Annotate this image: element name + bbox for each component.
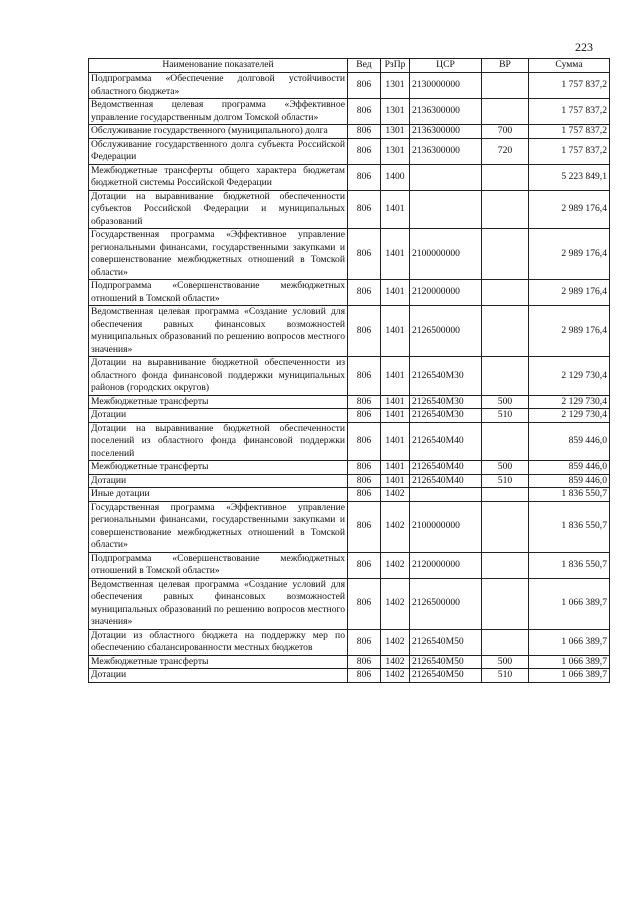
cell-csr: 2136300000 [410,99,482,125]
cell-ved: 806 [348,488,381,502]
cell-sum: 2 129 730,4 [529,395,610,409]
cell-sum: 2 129 730,4 [529,409,610,423]
cell-ved: 806 [348,357,381,396]
cell-name: Межбюджетные трансферты [89,395,348,409]
budget-table [88,58,610,683]
cell-ved: 806 [348,409,381,423]
cell-ved: 806 [348,501,381,552]
table-row [89,578,610,629]
cell-rzpr: 1401 [381,306,410,357]
cell-rzpr: 1301 [381,73,410,99]
cell-rzpr: 1301 [381,99,410,125]
cell-sum: 859 446,0 [529,422,610,461]
header-rzpr: РзПр [381,59,410,73]
cell-vr [482,488,529,502]
cell-csr [410,488,482,502]
cell-csr: 2126540М50 [410,669,482,683]
cell-sum: 1 757 837,2 [529,125,610,139]
page-number: 223 [575,40,593,54]
cell-ved: 806 [348,474,381,488]
cell-ved: 806 [348,655,381,669]
cell-sum: 1 836 550,7 [529,488,610,502]
cell-sum: 1 836 550,7 [529,552,610,578]
cell-rzpr: 1402 [381,629,410,655]
table-row [89,73,610,99]
header-name: Наименование показателей [89,59,348,73]
cell-csr: 2100000000 [410,501,482,552]
cell-csr: 2100000000 [410,229,482,280]
cell-name: Ведомственная целевая программа «Эффективное управление государственным долгом Томской области» [89,99,348,125]
cell-name: Государственная программа «Эффективное управление региональными финансами, государственными закупками и совершенствование межбюджетных отношений в Томской области» [89,229,348,280]
cell-ved: 806 [348,138,381,164]
cell-vr [482,99,529,125]
cell-csr: 2136300000 [410,138,482,164]
cell-rzpr: 1402 [381,578,410,629]
cell-name: Подпрограмма «Обеспечение долговой устойчивости областного бюджета» [89,73,348,99]
cell-name: Межбюджетные трансферты [89,655,348,669]
cell-vr: 500 [482,395,529,409]
cell-rzpr: 1402 [381,669,410,683]
table-row [89,395,610,409]
cell-name: Дотации на выравнивание бюджетной обеспеченности поселений из областного фонда финансовой поддержки поселений [89,422,348,461]
cell-vr: 720 [482,138,529,164]
cell-csr: 2126540М40 [410,422,482,461]
cell-ved: 806 [348,629,381,655]
cell-rzpr: 1400 [381,164,410,190]
header-ved: Вед [348,59,381,73]
table-body [89,73,610,683]
cell-sum: 1 757 837,2 [529,99,610,125]
cell-csr: 2126540М40 [410,474,482,488]
table-row [89,488,610,502]
cell-rzpr: 1401 [381,357,410,396]
cell-rzpr: 1401 [381,229,410,280]
table-row [89,229,610,280]
cell-sum: 2 989 176,4 [529,190,610,229]
cell-rzpr: 1301 [381,125,410,139]
cell-csr: 2120000000 [410,552,482,578]
cell-vr [482,229,529,280]
cell-rzpr: 1401 [381,280,410,306]
cell-rzpr: 1401 [381,409,410,423]
cell-vr [482,306,529,357]
cell-rzpr: 1402 [381,488,410,502]
cell-csr: 2126540М50 [410,655,482,669]
cell-sum: 2 989 176,4 [529,306,610,357]
cell-csr: 2126540М30 [410,395,482,409]
cell-rzpr: 1401 [381,461,410,475]
cell-ved: 806 [348,461,381,475]
cell-csr: 2126540М30 [410,409,482,423]
cell-sum: 2 989 176,4 [529,280,610,306]
table-header-row [89,59,610,73]
cell-rzpr: 1402 [381,501,410,552]
cell-ved: 806 [348,422,381,461]
cell-rzpr: 1402 [381,552,410,578]
cell-sum: 5 223 849,1 [529,164,610,190]
cell-vr [482,629,529,655]
cell-vr [482,190,529,229]
cell-name: Подпрограмма «Совершенствование межбюджетных отношений в Томской области» [89,552,348,578]
header-csr: ЦСР [410,59,482,73]
table-row [89,138,610,164]
cell-sum: 1 757 837,2 [529,138,610,164]
cell-rzpr: 1301 [381,138,410,164]
cell-sum: 1 066 389,7 [529,669,610,683]
table-row [89,190,610,229]
cell-rzpr: 1401 [381,395,410,409]
cell-csr: 2126540М40 [410,461,482,475]
cell-name: Иные дотации [89,488,348,502]
cell-vr: 500 [482,461,529,475]
cell-vr [482,578,529,629]
cell-name: Ведомственная целевая программа «Создание условий для обеспечения равных финансовых возможностей муниципальных образований по решению вопросов местного значения» [89,306,348,357]
cell-name: Государственная программа «Эффективное управление региональными финансами, государственными закупками и совершенствование межбюджетных отношений в Томской области» [89,501,348,552]
cell-vr [482,164,529,190]
cell-vr [482,280,529,306]
table-row [89,669,610,683]
cell-name: Обслуживание государственного долга субъекта Российской Федерации [89,138,348,164]
cell-csr: 2130000000 [410,73,482,99]
table-row [89,306,610,357]
cell-ved: 806 [348,280,381,306]
cell-rzpr: 1401 [381,474,410,488]
cell-csr: 2126540М30 [410,357,482,396]
cell-csr: 2126500000 [410,306,482,357]
cell-ved: 806 [348,306,381,357]
cell-sum: 1 066 389,7 [529,629,610,655]
cell-ved: 806 [348,578,381,629]
cell-name: Межбюджетные трансферты общего характера бюджетам бюджетной системы Российской Федерации [89,164,348,190]
table-row [89,501,610,552]
cell-sum: 1 066 389,7 [529,578,610,629]
cell-ved: 806 [348,73,381,99]
table-row [89,474,610,488]
cell-vr [482,422,529,461]
cell-rzpr: 1401 [381,422,410,461]
table-row [89,422,610,461]
cell-vr: 510 [482,669,529,683]
cell-name: Дотации на выравнивание бюджетной обеспеченности субъектов Российской Федерации и муниципальных образований [89,190,348,229]
cell-csr: 2126540М50 [410,629,482,655]
cell-name: Обслуживание государственного (муниципального) долга [89,125,348,139]
cell-ved: 806 [348,164,381,190]
cell-rzpr: 1402 [381,655,410,669]
table-row [89,99,610,125]
cell-name: Ведомственная целевая программа «Создание условий для обеспечения равных финансовых возможностей муниципальных образований по решению вопросов местного значения» [89,578,348,629]
cell-rzpr: 1401 [381,190,410,229]
cell-csr: 2120000000 [410,280,482,306]
table-row [89,280,610,306]
cell-ved: 806 [348,229,381,280]
cell-name: Подпрограмма «Совершенствование межбюджетных отношений в Томской области» [89,280,348,306]
cell-sum: 1 066 389,7 [529,655,610,669]
cell-sum: 859 446,0 [529,474,610,488]
cell-sum: 1 836 550,7 [529,501,610,552]
cell-name: Дотации на выравнивание бюджетной обеспеченности из областного фонда финансовой поддержки муниципальных районов (городских округов) [89,357,348,396]
cell-vr [482,501,529,552]
cell-sum: 1 757 837,2 [529,73,610,99]
table-row [89,164,610,190]
cell-vr [482,357,529,396]
cell-vr [482,552,529,578]
cell-sum: 2 989 176,4 [529,229,610,280]
cell-csr: 2136300000 [410,125,482,139]
cell-vr: 500 [482,655,529,669]
table-row [89,357,610,396]
header-vr: ВР [482,59,529,73]
cell-ved: 806 [348,552,381,578]
table-row [89,461,610,475]
table-row [89,655,610,669]
cell-csr: 2126500000 [410,578,482,629]
cell-ved: 806 [348,125,381,139]
cell-vr: 510 [482,474,529,488]
cell-name: Дотации [89,474,348,488]
cell-sum: 2 129 730,4 [529,357,610,396]
cell-ved: 806 [348,99,381,125]
table-row [89,552,610,578]
cell-vr [482,73,529,99]
cell-ved: 806 [348,395,381,409]
cell-name: Межбюджетные трансферты [89,461,348,475]
cell-name: Дотации из областного бюджета на поддержку мер по обеспечению сбалансированности местных бюджетов [89,629,348,655]
table-row [89,409,610,423]
cell-vr: 510 [482,409,529,423]
table-row [89,125,610,139]
cell-csr [410,164,482,190]
table-row [89,629,610,655]
cell-csr [410,190,482,229]
cell-ved: 806 [348,669,381,683]
cell-name: Дотации [89,669,348,683]
cell-ved: 806 [348,190,381,229]
cell-sum: 859 446,0 [529,461,610,475]
header-sum: Сумма [529,59,610,73]
cell-vr: 700 [482,125,529,139]
cell-name: Дотации [89,409,348,423]
